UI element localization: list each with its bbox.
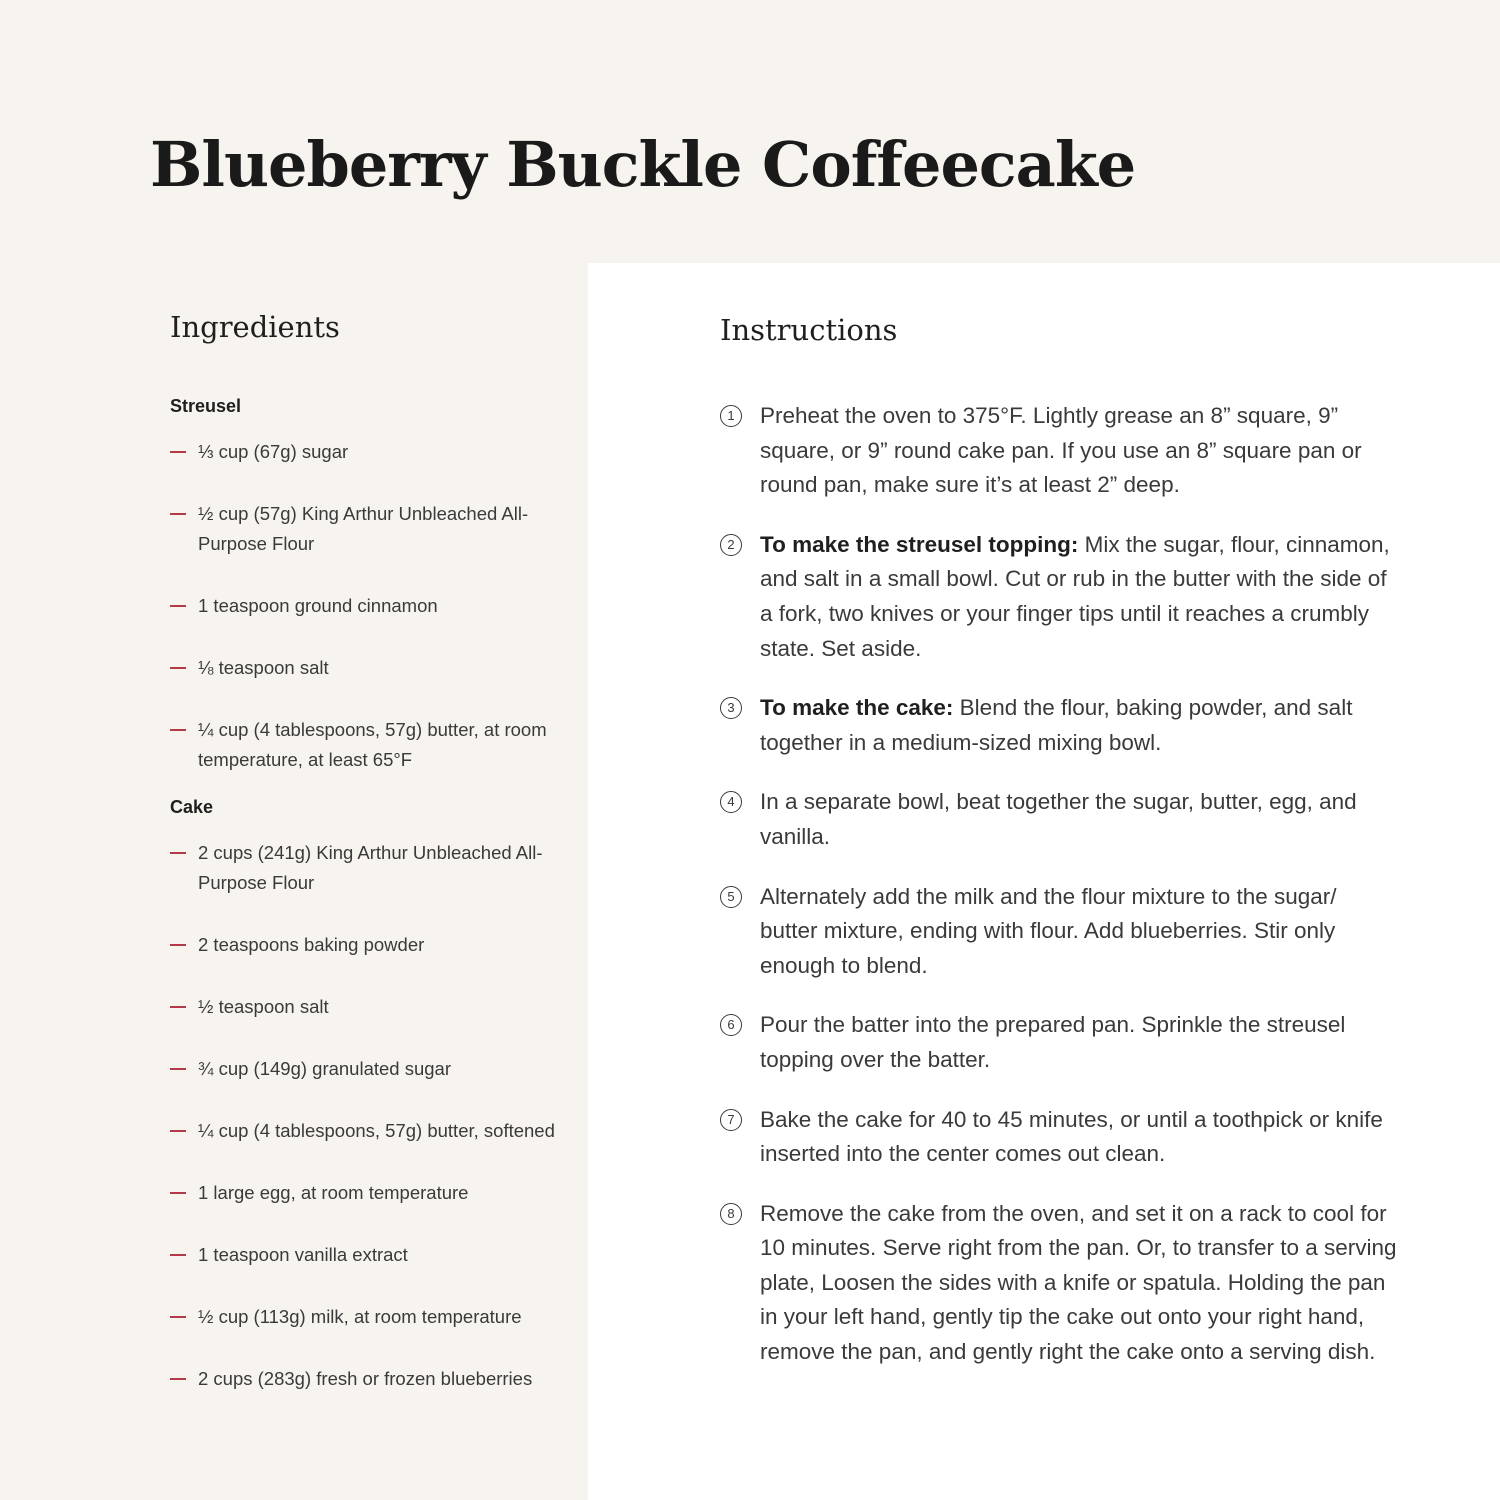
- recipe-title: Blueberry Buckle Coffeecake: [150, 128, 1136, 201]
- step-text: Pour the batter into the prepared pan. Sprinkle the streusel topping over the batter.: [760, 1012, 1346, 1072]
- dash-bullet: [170, 852, 186, 854]
- steps-list: [720, 399, 1420, 1370]
- dash-bullet: [170, 1192, 186, 1194]
- dash-bullet: [170, 1254, 186, 1256]
- step-text: Blend the flour, baking powder, and salt together in a medium-sized mixing bowl.: [760, 695, 1353, 755]
- ingredient-item: 1 teaspoon vanilla extract: [170, 1240, 570, 1270]
- dash-bullet: [170, 1130, 186, 1132]
- ingredient-item: 2 cups (241g) King Arthur Unbleached All-Purpose Flour: [170, 838, 570, 898]
- step-number-circle: 8: [720, 1203, 742, 1225]
- step-number-circle: 4: [720, 791, 742, 813]
- step-item: [720, 880, 1400, 984]
- ingredient-item: 2 cups (283g) fresh or frozen blueberries: [170, 1364, 570, 1394]
- ingredient-item: 1 teaspoon ground cinnamon: [170, 591, 570, 621]
- dash-bullet: [170, 451, 186, 453]
- step-number-circle: 2: [720, 534, 742, 556]
- step-text: Mix the sugar, flour, cinnamon, and salt in a small bowl. Cut or rub in the butter with the side of a fork, two knives or your finger tips until it reaches a crumbly state. Set aside.: [760, 531, 1390, 661]
- cake-title: Cake: [170, 797, 214, 817]
- ingredient-item: ½ cup (113g) milk, at room temperature: [170, 1302, 570, 1332]
- step-item: [720, 1008, 1400, 1077]
- step-number-circle: 1: [720, 405, 742, 427]
- step-text: Remove the cake from the oven, and set it on a rack to cool for 10 minutes. Serve right from the pan. Or, to transfer to a serving plate, Loosen the sides with a knife or spatula. Holding the pan in your left hand, gently tip the cake out onto your right hand, remove the pan, and gently right the cake onto a serving dish.: [760, 1200, 1397, 1365]
- dash-bullet: [170, 1316, 186, 1318]
- dash-bullet: [170, 1068, 186, 1070]
- instructions-section: [720, 313, 1420, 1395]
- step-lead: To make the streusel topping:: [760, 531, 1079, 557]
- step-text: Bake the cake for 40 to 45 minutes, or until a toothpick or knife inserted into the center comes out clean.: [760, 1106, 1383, 1167]
- dash-bullet: [170, 729, 186, 731]
- step-item: [720, 1197, 1400, 1370]
- ingredient-item: 1 large egg, at room temperature: [170, 1178, 570, 1208]
- streusel-title: Streusel: [170, 396, 242, 416]
- step-item: [720, 399, 1400, 503]
- dash-bullet: [170, 667, 186, 669]
- step-text: Preheat the oven to 375°F. Lightly grease an 8” square, 9” square, or 9” round cake pan. If you use an 8” square pan or round pan, make sure it’s at least 2” deep.: [760, 403, 1362, 498]
- step-item: [720, 785, 1400, 854]
- dash-bullet: [170, 605, 186, 607]
- ingredients-section: [170, 310, 570, 1394]
- streusel-list: [170, 437, 570, 775]
- dash-bullet: [170, 1006, 186, 1008]
- ingredient-item: ½ teaspoon salt: [170, 992, 570, 1022]
- ingredient-item: ⅓ cup (67g) sugar: [170, 437, 570, 467]
- ingredient-item: ⅛ teaspoon salt: [170, 653, 570, 683]
- ingredient-item: ¾ cup (149g) granulated sugar: [170, 1054, 570, 1084]
- dash-bullet: [170, 513, 186, 515]
- step-item: [720, 1103, 1400, 1172]
- step-text: Alternately add the milk and the flour mixture to the sugar/ butter mixture, ending with flour. Add blueberries. Stir only enough to blend.: [760, 883, 1337, 978]
- dash-bullet: [170, 944, 186, 946]
- ingredient-item: ½ cup (57g) King Arthur Unbleached All-Purpose Flour: [170, 499, 570, 559]
- ingredient-item: 2 teaspoons baking powder: [170, 930, 570, 960]
- ingredient-item: ¼ cup (4 tablespoons, 57g) butter, at room temperature, at least 65°F: [170, 715, 570, 775]
- ingredients-heading: Ingredients: [170, 310, 340, 344]
- step-number-circle: 3: [720, 697, 742, 719]
- step-text: In a separate bowl, beat together the sugar, butter, egg, and vanilla.: [760, 789, 1357, 849]
- instructions-heading: Instructions: [720, 313, 898, 347]
- cake-list: [170, 838, 570, 1394]
- step-item: [720, 528, 1400, 666]
- ingredient-item: ¼ cup (4 tablespoons, 57g) butter, softened: [170, 1116, 570, 1146]
- dash-bullet: [170, 1378, 186, 1380]
- step-item: [720, 691, 1400, 760]
- step-number-circle: 5: [720, 886, 742, 908]
- step-lead: To make the cake:: [760, 695, 954, 721]
- step-number-circle: 6: [720, 1014, 742, 1036]
- step-number-circle: 7: [720, 1109, 742, 1131]
